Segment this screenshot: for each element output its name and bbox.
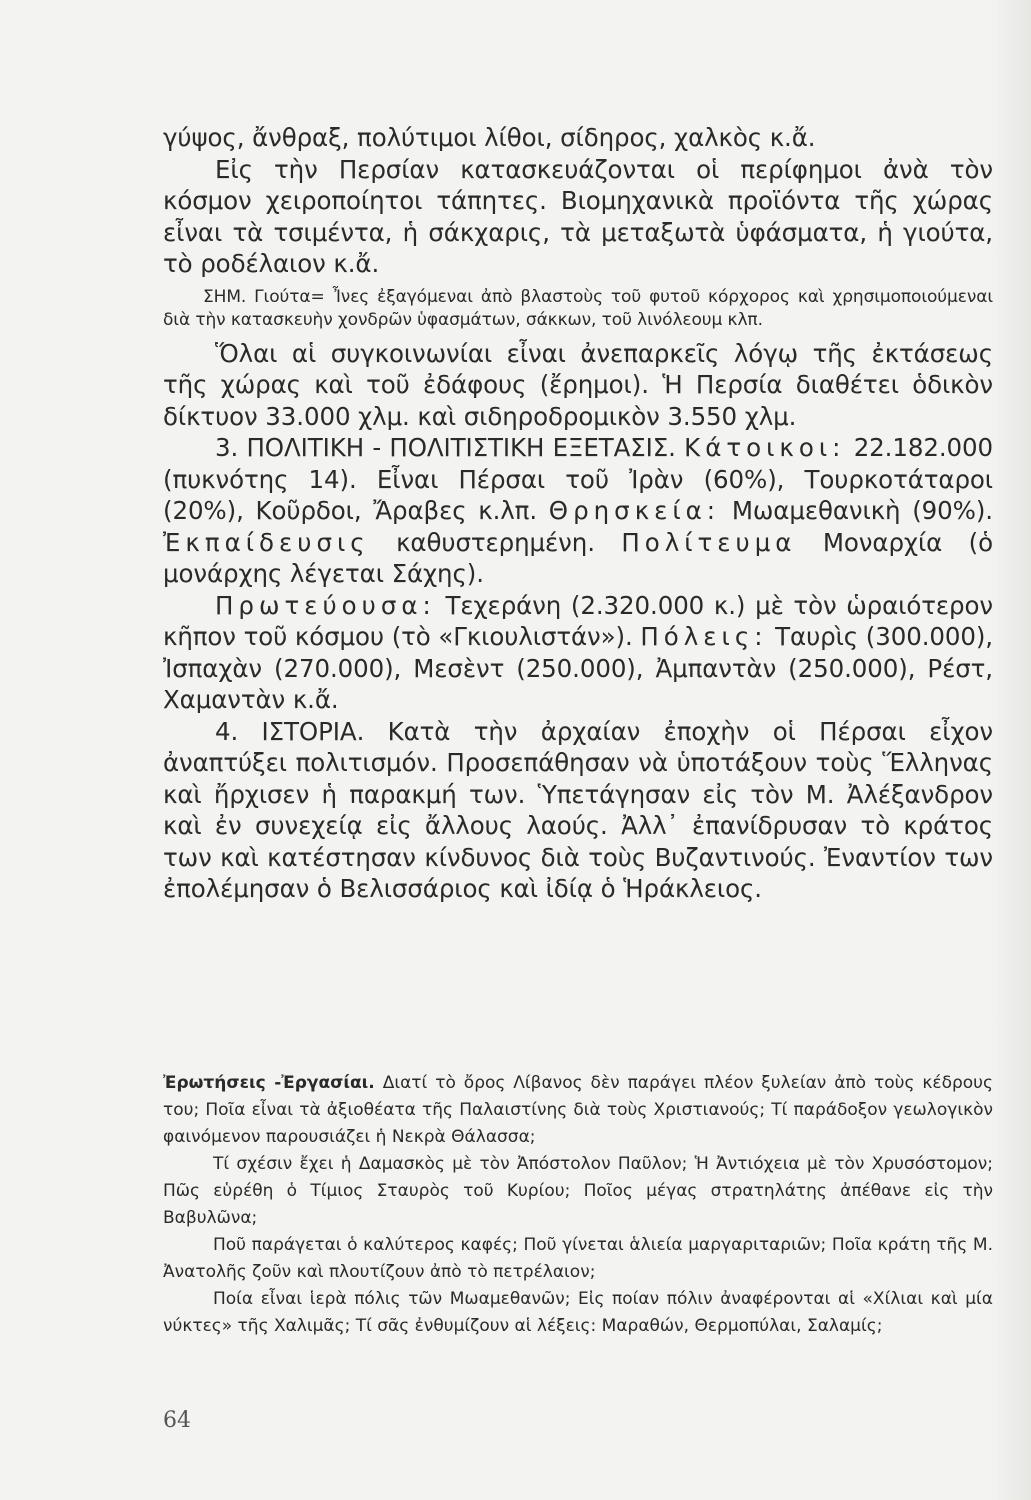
paragraph-industry: Εἰς τὴν Περσίαν κατασκευάζονται οἱ περίφημοι ἀνὰ τὸν κόσμον χειροποίητοι τάπητες. Βιομηχανικὰ προϊόντα τῆς χώρας εἶναι τὰ τσιμέντα, ἡ σάκχαρις, τὰ μεταξωτὰ ὑφάσματα, ἡ γιούτα, τὸ ροδέλαιον κ.ἄ. xyxy=(163,154,993,278)
paragraph-history: 4. ΙΣΤΟΡΙΑ. Κατὰ τὴν ἀρχαίαν ἐποχὴν οἱ Πέρσαι εἶχον ἀναπτύξει πολιτισμόν. Προσεπάθησαν νὰ ὑποτάξουν τοὺς Ἕλληνας καὶ ἤρχισεν ἡ παρακμή των. Ὑπετάγησαν εἰς τὸν Μ. Ἀλέξανδρον καὶ ἐν συνεχείᾳ εἰς ἄλλους λαούς. Ἀλλ᾿ ἐπανίδρυσαν τὸ κράτος των καὶ κατέστησαν κίνδυνος διὰ τοὺς Βυζαντινούς. Ἐναντίον των ἐπολέμησαν ὁ Βελισσάριος καὶ ἰδίᾳ ὁ Ἡράκλειος. xyxy=(163,716,993,903)
questions-section xyxy=(163,1070,993,1340)
label-politeuma: Πολίτευμα xyxy=(621,527,797,557)
question-block-4: Ποία εἶναι ἱερὰ πόλις τῶν Μωαμεθανῶν; Εἰς ποίαν πόλιν ἀναφέρονται αἱ «Χίλιαι καὶ μία νύκτες» τῆς Χαλιμᾶς; Τί σᾶς ἐνθυμίζουν αἱ λέξεις: Μαραθών, Θερμοπύλαι, Σαλαμίς; xyxy=(163,1289,993,1336)
text-population: 22.182.000 (πυκνότης 14). Εἶναι Πέρσαι τοῦ Ἰρὰν (60%), Τουρκοτάταροι (20%), Κοῦρδοι, Ἄραβες κ.λπ. xyxy=(163,433,993,525)
paragraph-cities xyxy=(163,590,993,716)
paragraph-transport: Ὅλαι αἱ συγκοινωνίαι εἶναι ἀνεπαρκεῖς λόγῳ τῆς ἐκτάσεως τῆς χώρας καὶ τοῦ ἐδάφους (ἔρημοι). Ἡ Περσία διαθέτει ὁδικὸν δίκτυον 33.000 χλμ. καὶ σιδηροδρομικὸν 3.550 χλμ. xyxy=(163,338,993,431)
page-number: 64 xyxy=(163,1408,191,1433)
question-block-1 xyxy=(163,1070,993,1151)
text-education: καθυστερημένη. xyxy=(396,527,595,557)
label-katoikoi: Κάτοικοι: xyxy=(684,433,846,462)
text-capital: Τεχεράνη (2.320.000 κ.) μὲ τὸν ὡραιότερον κῆπον τοῦ κόσμου (τὸ «Γκιουλιστάν»). xyxy=(163,590,993,651)
question-text-1: Διατί τὸ ὄρος Λίβανος δὲν παράγει πλέον ξυλείαν ἀπὸ τοὺς κέδρους του; Ποῖα εἶναι τὰ ἀξιοθέατα τῆς Παλαιστίνης διὰ τοὺς Χριστιανούς; Τί παράδοξον γεωλογικὸν φαινόμενον παρουσιάζει ἡ Νεκρὰ Θάλασσα; xyxy=(163,1073,993,1147)
note-jute: ΣΗΜ. Γιούτα= Ἶνες ἐξαγόμεναι ἀπὸ βλαστοὺς τοῦ φυτοῦ κόρχορος καὶ χρησιμοποιούμεναι διὰ τὴν κατασκευὴν χονδρῶν ὑφασμάτων, σάκκων, τοῦ λινόλεουμ κλπ. xyxy=(163,286,993,330)
label-ekpaideusis: Ἐκπαίδευσις xyxy=(163,527,370,557)
question-block-2: Τί σχέσιν ἔχει ἡ Δαμασκὸς μὲ τὸν Ἀπόστολον Παῦλον; Ἡ Ἀντιόχεια μὲ τὸν Χρυσόστομον; Πῶς εὑρέθη ὁ Τίμιος Σταυρὸς τοῦ Κυρίου; Ποῖος μέγας στρατηλάτης ἀπέθανε εἰς τὴν Βαβυλῶνα; xyxy=(163,1154,993,1228)
text-cities: Ταυρὶς (300.000), Ἰσπαχὰν (270.000), Μεσὲντ (250.000), Ἀμπαντὰν (250.000), Ρέστ, Χαμαντὰν κ.ἄ. xyxy=(163,622,993,714)
section-3-heading: 3. ΠΟΛΙΤΙΚΗ - ΠΟΛΙΤΙΣΤΙΚΗ ΕΞΕΤΑΣΙΣ. xyxy=(215,433,676,462)
paragraph-minerals: γύψος, ἄνθραξ, πολύτιμοι λίθοι, σίδηρος, χαλκὸς κ.ἄ. xyxy=(163,123,816,152)
label-protevousa: Πρωτεύουσα: xyxy=(215,590,436,620)
text-religion: Μωαμεθανικὴ (90%). xyxy=(731,496,993,525)
label-thriskeia: Θρησκεία: xyxy=(548,496,721,525)
question-block-3: Ποῦ παράγεται ὁ καλύτερος καφές; Ποῦ γίνεται ἁλιεία μαργαριταριῶν; Ποῖα κράτη τῆς Μ. Ἀνατολῆς ζοῦν καὶ πλουτίζουν ἀπὸ τὸ πετρέλαιον; xyxy=(163,1235,993,1282)
label-poleis: Πόλεις: xyxy=(640,622,768,651)
text-government: Μοναρχία (ὁ μονάρχης λέγεται Σάχης). xyxy=(163,527,993,588)
questions-heading: Ἐρωτήσεις -Ἐργασίαι. xyxy=(163,1073,375,1093)
paragraph-politics xyxy=(163,432,993,590)
main-text xyxy=(163,122,993,905)
page-edge-shadow xyxy=(991,0,1031,1500)
